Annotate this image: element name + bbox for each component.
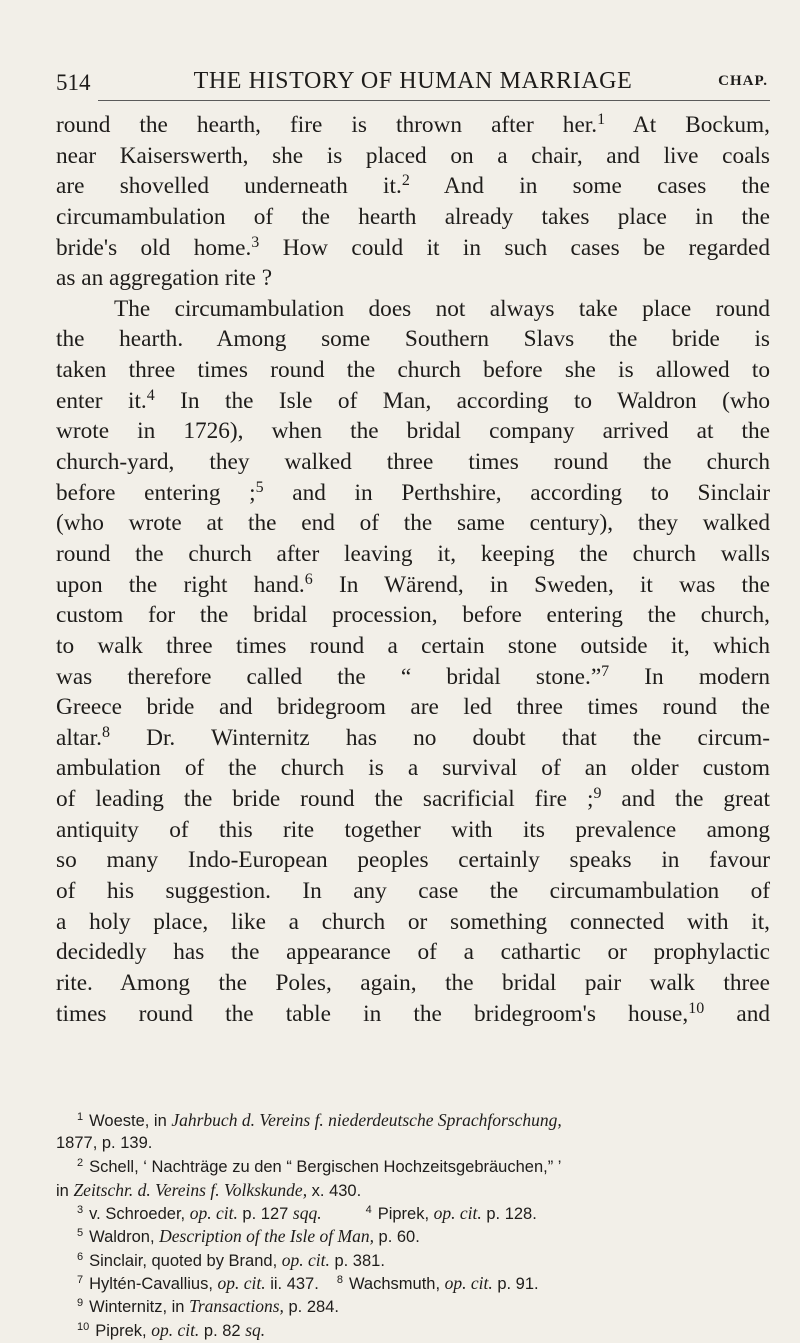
text-line: church-yard, they walked three times round the church	[56, 449, 770, 476]
text-line: so many Indo-European peoples certainly speaks in favour	[56, 847, 770, 874]
text-line: the hearth. Among some Southern Slavs the bride is	[56, 326, 770, 353]
text-line: custom for the bridal procession, before entering the church,	[56, 602, 770, 629]
text-line: ambulation of the church is a survival of an older custom	[56, 755, 770, 782]
text-line: before entering ;$^5$ and in Perthshire, according to Sinclair	[56, 478, 770, 506]
text-line: of leading the bride round the sacrificial fire ;$^9$ and the great	[56, 785, 770, 813]
footnote-6: $^6$ Sinclair, quoted by Brand, op. cit. p. 381.	[77, 1249, 385, 1270]
footnote-9: $^9$ Winternitz, in Transactions, p. 284.	[77, 1296, 339, 1317]
footnote-1-cont: 1877, p. 139.	[56, 1134, 153, 1153]
footnote-ref: 10	[688, 999, 705, 1017]
running-title: THE HISTORY OF HUMAN MARRIAGE	[193, 68, 633, 94]
footnote-5: $^5$ Waldron, Description of the Isle of Man, p. 60.	[77, 1226, 420, 1247]
text-line: wrote in 1726), when the bridal company arrived at the	[56, 418, 770, 445]
text-line: a holy place, like a church or something connected with it,	[56, 908, 770, 935]
footnote-ref: 2	[401, 172, 410, 190]
text-line: times round the table in the bridegroom's house,$^{10}$ and	[56, 999, 770, 1027]
footnote-ref: 6	[304, 570, 313, 588]
text-line: decidedly has the appearance of a cathartic or prophylactic	[56, 939, 770, 966]
footnote-ref: 7	[601, 662, 610, 680]
footnote-10: $^{10}$ Piprek, op. cit. p. 82 sq.	[77, 1319, 266, 1340]
text-line: as an aggregation rite ?	[56, 265, 273, 292]
page-number: 514	[56, 70, 91, 95]
text-line: to walk three times round a certain stone outside it, which	[56, 632, 770, 659]
footnote-1: $^1$ Woeste, in Jahrbuch d. Vereins f. niederdeutsche Sprachforschung,	[77, 1110, 562, 1130]
text-line: antiquity of this rite together with its prevalence among	[56, 816, 770, 843]
footnote-7-8: $^7$ Hyltén-Cavallius, op. cit. ii. 437. $^8$ Wachsmuth, op. cit. p. 91.	[77, 1273, 539, 1294]
running-header	[56, 62, 770, 102]
footnote-ref: 8	[101, 723, 110, 741]
text-line: altar.$^8$ Dr. Winternitz has no doubt that the circum-	[56, 723, 770, 751]
text-line: circumambulation of the hearth already takes place in the	[56, 203, 770, 230]
footnote-ref: 3	[251, 233, 260, 251]
text-line: (who wrote at the end of the same century), they walked	[56, 510, 770, 537]
footnote-ref: 5	[255, 478, 264, 496]
footnote-ref: 4	[146, 386, 155, 404]
text-line: enter it.$^4$ In the Isle of Man, according to Waldron (who	[56, 386, 771, 414]
footnote-ref: 1	[597, 111, 606, 128]
footnote-2-cont: in Zeitschr. d. Vereins f. Volkskunde, x. 430.	[56, 1179, 362, 1200]
footnote-2: $^2$ Schell, ‘ Nachträge zu den “ Bergischen Hochzeitsgebräuchen,” ’	[77, 1156, 562, 1176]
text-line: round the church after leaving it, keeping the church walls	[56, 540, 770, 567]
footnote-3-4: $^3$ v. Schroeder, op. cit. p. 127 sqq. $^4$ Piprek, op. cit. p. 128.	[77, 1203, 537, 1224]
paragraph-start: The circumambulation does not always take place round	[114, 295, 770, 322]
text-line: bride's old home.$^3$ How could it in such cases be regarded	[56, 233, 770, 261]
text-line: are shovelled underneath it.$^2$ And in some cases the	[56, 172, 770, 200]
footnotes	[56, 1109, 770, 1342]
text-line: Greece bride and bridegroom are led three times round the	[56, 694, 770, 721]
header-rule	[98, 100, 770, 102]
text-line: near Kaiserswerth, she is placed on a chair, and live coals	[56, 142, 770, 169]
main-text	[56, 110, 770, 1029]
footnote-ref: 9	[593, 785, 602, 803]
text-line: upon the right hand.$^6$ In Wärend, in Sweden, it was the	[56, 570, 770, 598]
text-line: round the hearth, fire is thrown after her.$^1$ At Bockum,	[56, 111, 770, 138]
text-line: rite. Among the Poles, again, the bridal pair walk three	[56, 969, 770, 996]
chapter-label: CHAP.	[718, 73, 768, 89]
text-line: taken three times round the church before she is allowed to	[56, 357, 770, 384]
text-line: of his suggestion. In any case the circumambulation of	[56, 878, 770, 905]
text-line: was therefore called the “ bridal stone.”$^7$ In modern	[56, 662, 770, 690]
